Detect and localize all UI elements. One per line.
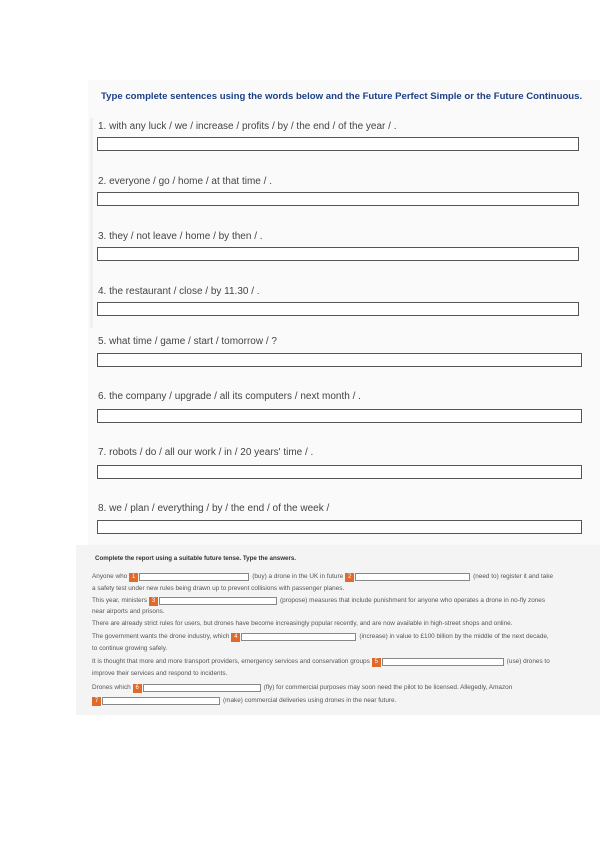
answer-input-4[interactable]: [97, 302, 579, 316]
exercise1-instruction: Type complete sentences using the words below and the Future Perfect Simple or the Future Continuous.: [101, 91, 583, 102]
report-line-6: [92, 632, 549, 642]
divider: [90, 118, 93, 328]
gap-input-2[interactable]: [355, 573, 470, 581]
report-line-1: [92, 572, 553, 582]
answer-input-6[interactable]: [97, 409, 582, 423]
gap-number-3: 3: [149, 597, 158, 606]
answer-input-8[interactable]: [97, 520, 582, 534]
question-4: 4. the restaurant / close / by 11.30 / .: [98, 286, 260, 297]
question-6: 6. the company / upgrade / all its computers / next month / .: [98, 391, 361, 402]
report-text: (make) commercial deliveries using drones in the near future.: [223, 697, 397, 704]
answer-input-7[interactable]: [97, 465, 582, 479]
question-7: 7. robots / do / all our work / in / 20 years' time / .: [98, 447, 314, 458]
exercise2-instruction: Complete the report using a suitable future tense. Type the answers.: [95, 555, 297, 562]
gap-number-6: 6: [133, 684, 142, 693]
gap-input-3[interactable]: [159, 597, 277, 605]
gap-input-5[interactable]: [382, 658, 504, 666]
report-line-3: [92, 596, 545, 606]
report-line-9: [92, 669, 227, 679]
gap-input-7[interactable]: [102, 697, 220, 705]
report-line-5: [92, 619, 512, 629]
report-text: (need to) register it and take: [473, 573, 554, 580]
gap-number-5: 5: [372, 658, 381, 667]
gap-input-6[interactable]: [143, 684, 261, 692]
report-line-4: [92, 607, 164, 617]
report-text: to continue growing safely.: [92, 645, 168, 652]
report-text: (buy) a drone in the UK in future: [252, 573, 344, 580]
report-text: a safety test under new rules being drawn up to prevent collisions with passenger planes.: [92, 585, 345, 592]
gap-input-4[interactable]: [241, 633, 356, 641]
question-8: 8. we / plan / everything / by / the end / of the week /: [98, 503, 330, 514]
answer-input-1[interactable]: [97, 137, 579, 151]
answer-input-3[interactable]: [97, 247, 579, 261]
answer-input-2[interactable]: [97, 192, 579, 206]
report-text: (increase) in value to £100 billion by the middle of the next decade,: [359, 633, 549, 640]
report-text: (use) drones to: [506, 658, 550, 665]
question-5: 5. what time / game / start / tomorrow / ?: [98, 336, 277, 347]
question-1: 1. with any luck / we / increase / profits / by / the end / of the year / .: [98, 121, 397, 132]
report-text: The government wants the drone industry, which: [92, 633, 230, 640]
report-text: Drones which: [92, 684, 131, 691]
report-line-8: [92, 657, 550, 667]
report-text: Anyone who: [92, 573, 128, 580]
report-text: (propose) measures that include punishment for anyone who operates a drone in no-fly zones: [280, 597, 546, 604]
report-line-11: [92, 696, 396, 706]
question-2: 2. everyone / go / home / at that time / .: [98, 176, 272, 187]
gap-number-4: 4: [231, 633, 240, 642]
gap-number-1: 1: [129, 573, 138, 582]
gap-input-1[interactable]: [139, 573, 249, 581]
report-text: near airports and prisons.: [92, 608, 165, 615]
report-line-7: [92, 644, 167, 654]
question-3: 3. they / not leave / home / by then / .: [98, 231, 263, 242]
report-text: improve their services and respond to incidents.: [92, 670, 228, 677]
answer-input-5[interactable]: [97, 353, 582, 367]
gap-number-2: 2: [345, 573, 354, 582]
report-text: This year, ministers: [92, 597, 148, 604]
report-line-10: [92, 683, 512, 693]
gap-number-7: 7: [92, 697, 101, 706]
report-text: There are already strict rules for users, but drones have become increasingly popular recently, and are now available in high-street shops and online.: [92, 620, 513, 627]
report-text: (fly) for commercial purposes may soon need the pilot to be licensed. Allegedly, Amazon: [263, 684, 513, 691]
report-line-2: [92, 584, 344, 594]
report-text: It is thought that more and more transport providers, emergency services and conservation groups: [92, 658, 370, 665]
